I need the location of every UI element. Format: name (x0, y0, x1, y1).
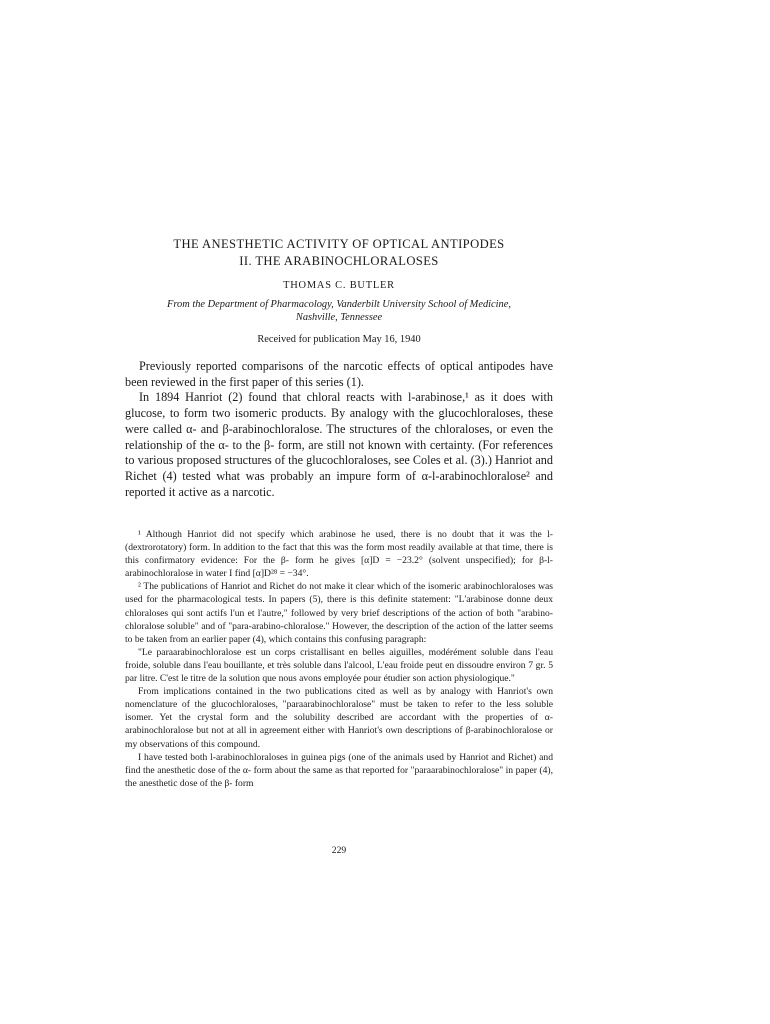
footnote-1: ¹ Although Hanriot did not specify which arabinose he used, there is no doubt that it was the l- (dextrorotatory) form. In addition to the fact that this was the form most readily available at that time, there is this confirmatory evidence: For the β- form he gives [α]D = −23.2° (solvent unspecified); for β-l-arabinochloralose in water I find [α]D²⁸ = −34°. (125, 529, 553, 580)
title-line-2: II. THE ARABINOCHLORALOSES (239, 254, 439, 268)
footnotes (125, 528, 553, 790)
title-line-1: THE ANESTHETIC ACTIVITY OF OPTICAL ANTIPODES (173, 237, 505, 251)
affiliation-line-2: Nashville, Tennessee (295, 312, 383, 323)
footnote-quote: "Le paraarabinochloralose est un corps cristallisant en belles aiguilles, modérément soluble dans l'eau froide, soluble dans l'eau bouillante, et très soluble dans l'alcool, L'eau froide peut en dissoudre environ 7 gr. 5 par litre. C'est le titre de la solution que nous avons employée pour étudier son action physiologique." (125, 646, 553, 685)
affiliation-line-1: From the Department of Pharmacology, Vanderbilt University School of Medicine, (167, 299, 511, 310)
body-paragraph-2: In 1894 Hanriot (2) found that chloral reacts with l-arabinose,¹ as it does with glucose, to form two isomeric products. By analogy with the glucochloraloses, these were called α- and β-arabinochloralose. The structures of the chloraloses, or even the relationship of the α- to the β- form, are still not known with certainty. (For references to various proposed structures of the glucochloraloses, see Coles et al. (3).) Hanriot and Richet (4) tested what was probably an impure form of α-l-arabinochloralose² and reported it active as a narcotic. (125, 390, 553, 499)
footnote-2-continued: From implications contained in the two publications cited as well as by analogy with Hanriot's own nomenclature of the glucochloraloses, "paraarabinochloralose" must be taken to refer to the less soluble isomer. Yet the crystal form and the solubility described are accordant with the properties of α-arabinochloralose but not at all in agreement either with Hanriot's own descriptions of β-arabinochloralose or my observations of this compound. (125, 686, 553, 750)
article-title (125, 236, 553, 270)
author-name: THOMAS C. BUTLER (283, 280, 395, 291)
received-date: Received for publication May 16, 1940 (257, 334, 421, 345)
article-body (125, 359, 553, 500)
author-affiliation (125, 298, 553, 324)
page-number: 229 (331, 845, 347, 856)
body-paragraph-1: Previously reported comparisons of the narcotic effects of optical antipodes have been reviewed in the first paper of this series (1). (125, 359, 553, 389)
footnote-2: ² The publications of Hanriot and Richet do not make it clear which of the isomeric arabinochloraloses was used for the pharmacological tests. In papers (5), there is this definite statement: "L'arabinose donne deux chloraloses qui sont actifs l'un et l'autre," followed by very brief descriptions of the action of both "arabino-chloralose soluble" and of "para-arabino-chloralose." However, the description of the action of the latter seems to be taken from an earlier paper (4), which contains this confusing paragraph: (125, 581, 553, 645)
footnote-2-continued-2: I have tested both l-arabinochloraloses in guinea pigs (one of the animals used by Hanriot and Richet) and find the anesthetic dose of the α- form about the same as that reported for "paraarabinochloralose" in paper (4), the anesthetic dose of the β- form (125, 751, 553, 789)
